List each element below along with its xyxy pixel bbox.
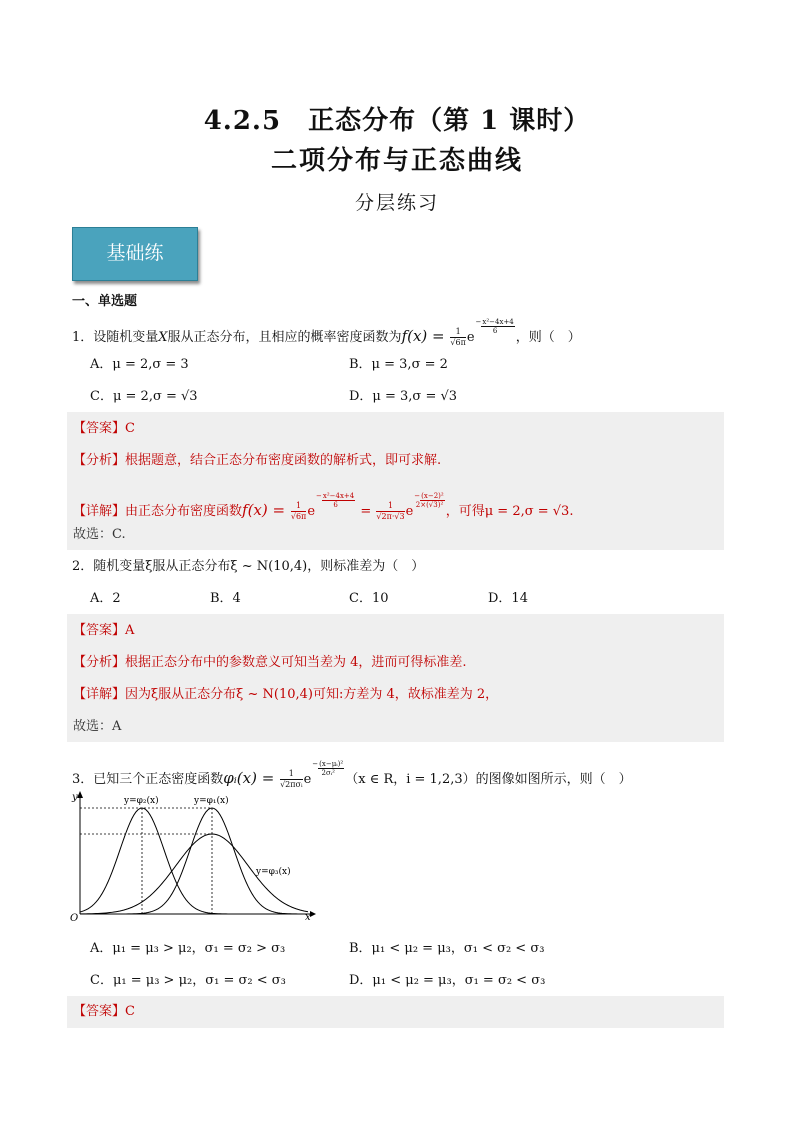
q1-option-a[interactable]: A．μ = 2,σ = 3 bbox=[90, 357, 189, 372]
q1-answer-block bbox=[67, 412, 724, 550]
page-tagline: 分层练习 bbox=[354, 192, 439, 214]
q2-choose: 故选：A bbox=[73, 719, 122, 734]
section-heading: 一、单选题 bbox=[72, 294, 138, 309]
q3-option-d[interactable]: D．μ₁ < μ₂ = μ₃，σ₁ = σ₂ < σ₃ bbox=[349, 973, 546, 988]
q2-answer: 【答案】A bbox=[73, 623, 135, 638]
curve-label-3: y=φ₃(x) bbox=[256, 867, 291, 877]
question-2-stem: 2．随机变量ξ服从正态分布ξ ~ N(10,4)，则标准差为（ ） bbox=[72, 559, 425, 574]
q2-detail: 【详解】因为ξ服从正态分布ξ ~ N(10,4)可知:方差为 4，故标准差为 2， bbox=[73, 687, 499, 702]
q1-analysis: 【分析】根据题意，结合正态分布密度函数的解析式，即可求解. bbox=[73, 453, 442, 468]
q2-option-c[interactable]: C．10 bbox=[349, 591, 389, 606]
q2-option-a[interactable]: A．2 bbox=[90, 591, 121, 606]
curve-label-2: y=φ₂(x) bbox=[124, 796, 159, 806]
q3-option-c[interactable]: C．μ₁ = μ₃ > μ₂，σ₁ = σ₂ < σ₃ bbox=[90, 973, 286, 988]
normal-curves-graph bbox=[70, 788, 320, 924]
q1-option-d[interactable]: D．μ = 3,σ = √3 bbox=[349, 389, 458, 404]
page-title: 4.2.5 正态分布（第 1 课时） bbox=[203, 106, 591, 136]
q3-option-b[interactable]: B．μ₁ < μ₂ = μ₃，σ₁ < σ₂ < σ₃ bbox=[349, 941, 545, 956]
page-subtitle: 二项分布与正态曲线 bbox=[270, 146, 523, 176]
q2-answer-block bbox=[67, 614, 724, 742]
q1-detail: 【详解】由正态分布密度函数f(x) = $\frac{1}{√6\pi}$ e−x²−4x+4 6 = $\frac{1}{√2\pi\cdot√3}$ e−(x−2)² 2×(√3)² ，可得μ = 2,σ = √3. bbox=[73, 492, 574, 521]
q3-answer-block bbox=[67, 996, 724, 1028]
q1-answer: 【答案】C bbox=[73, 421, 135, 436]
curve-phi1 bbox=[80, 808, 308, 914]
q1-option-b[interactable]: B．μ = 3,σ = 2 bbox=[349, 357, 448, 372]
q1-choose: 故选：C. bbox=[73, 527, 126, 542]
q3-option-a[interactable]: A．μ₁ = μ₃ > μ₂，σ₁ = σ₂ > σ₃ bbox=[90, 941, 286, 956]
level-badge: 基础练 bbox=[72, 227, 198, 281]
question-3-stem: 3．已知三个正态密度函数φᵢ(x) = $\frac{1}{\text{√2πσᵢ}}$ e−(x−μᵢ)² 2σᵢ² （x ∈ R，i = 1,2,3）的图像如图所示，则（ ） bbox=[72, 760, 632, 789]
curve-label-1: y=φ₁(x) bbox=[194, 796, 229, 806]
y-axis-arrow bbox=[77, 791, 83, 798]
q1-option-c[interactable]: C．μ = 2,σ = √3 bbox=[90, 389, 198, 404]
x-axis-arrow bbox=[310, 911, 316, 917]
question-1-stem: 1．设随机变量X服从正态分布，且相应的概率密度函数为f(x) = $\frac{1}{√6\pi}$ e−x²−4x+4 6 ，则（ ） bbox=[72, 318, 581, 347]
origin-label: O bbox=[70, 913, 79, 924]
q2-option-b[interactable]: B．4 bbox=[210, 591, 241, 606]
x-axis-label: x bbox=[305, 912, 311, 923]
q2-analysis: 【分析】根据正态分布中的参数意义可知当差为 4，进而可得标准差. bbox=[73, 655, 467, 670]
q2-option-d[interactable]: D．14 bbox=[488, 591, 528, 606]
q3-answer: 【答案】C bbox=[73, 1004, 135, 1019]
y-axis-label: y bbox=[72, 792, 78, 803]
curve-phi2 bbox=[80, 808, 308, 914]
